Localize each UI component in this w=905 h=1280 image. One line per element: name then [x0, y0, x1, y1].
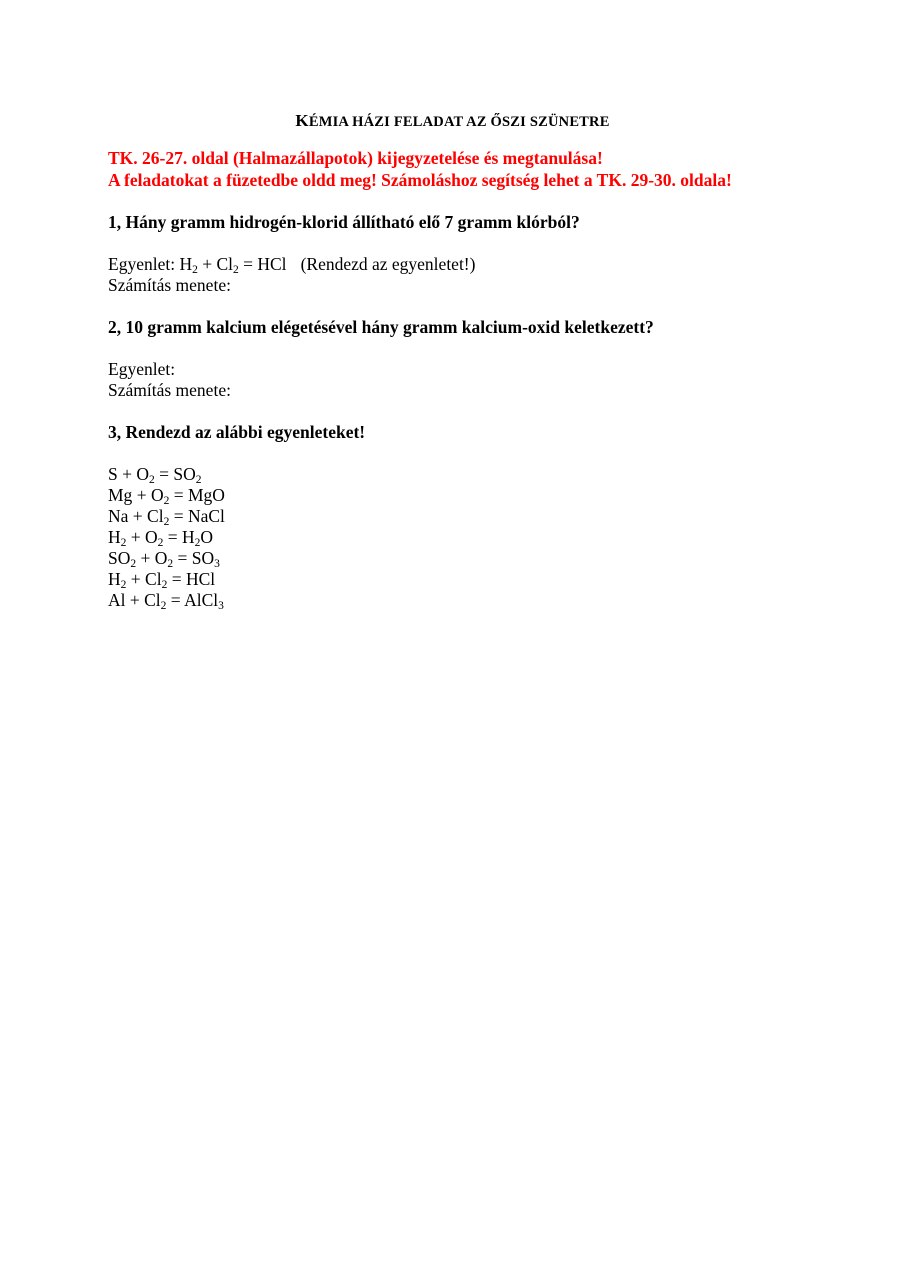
equation-2: $Mg + O_2$ = MgO — [108, 485, 225, 507]
equation-1: $S + O_2 = SO_2$ — [108, 464, 202, 486]
equation-5: $SO_2 + O_2 = SO_3$ — [108, 548, 220, 570]
task2-calc-label: Számítás menete: — [108, 380, 231, 400]
task1-question: 1, Hány gramm hidrogén-klorid állítható elő 7 gramm klórból? — [108, 212, 580, 232]
page-title: KÉMIA HÁZI FELADAT AZ ŐSZI SZÜNETRE — [295, 111, 610, 130]
instruction-line-2: A feladatokat a füzetedbe oldd meg! Számoláshoz segítség lehet a TK. 29-30. oldala! — [108, 170, 732, 190]
task1-calc-label: Számítás menete: — [108, 275, 231, 295]
equation-3: $Na + Cl_2$ = NaCl — [108, 506, 225, 528]
task2-equation-label: Egyenlet: — [108, 359, 176, 379]
equation-7: $Al + Cl_2$ = AlCl$_3$ — [108, 590, 224, 612]
instruction-line-1: TK. 26-27. oldal (Halmazállapotok) kijegyzetelése és megtanulása! — [108, 148, 603, 168]
equation-6: $H_2 + Cl_2$ = HCl — [108, 569, 216, 591]
task1-equation: Egyenlet: $H_2 + Cl_2$ = HCl (Rendezd az egyenletet!) — [108, 254, 476, 276]
equation-4: $H_2 + O_2 = H_2O$ — [108, 527, 214, 549]
task3-question: 3, Rendezd az alábbi egyenleteket! — [108, 422, 366, 442]
task2-question: 2, 10 gramm kalcium elégetésével hány gramm kalcium-oxid keletkezett? — [108, 317, 654, 337]
